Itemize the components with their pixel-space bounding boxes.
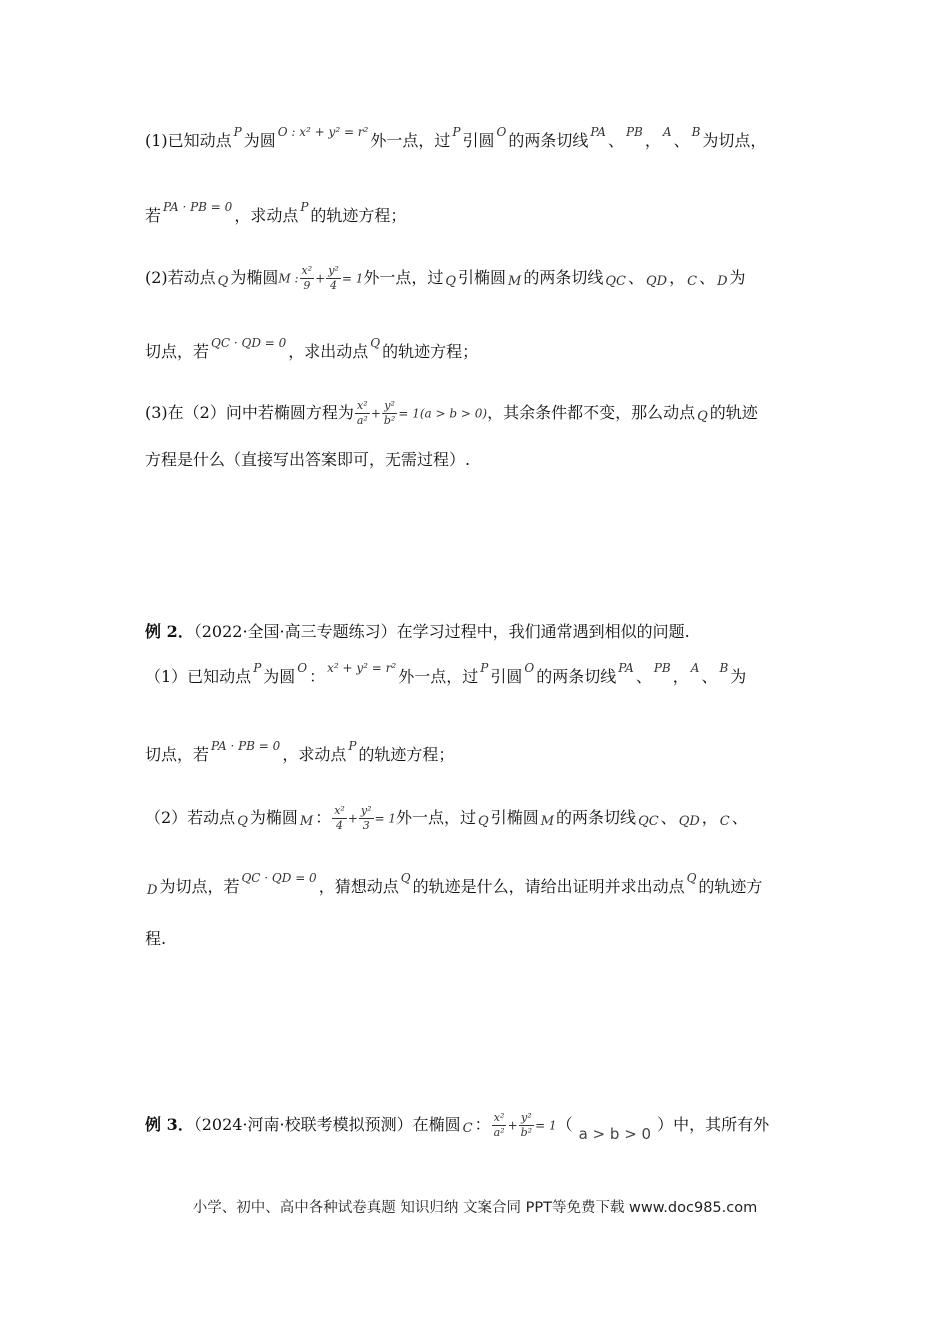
numerator: y² [384, 399, 395, 412]
text: ）中，其所有外 [657, 1115, 770, 1134]
math: QD [678, 814, 700, 829]
fraction [492, 1111, 507, 1140]
fraction [519, 1111, 534, 1140]
text: 为圆 [263, 667, 296, 686]
text: 外一点，过 [363, 268, 444, 287]
math: P [452, 125, 461, 139]
math: PA [590, 125, 606, 139]
text: (1)已知动点 [145, 131, 232, 150]
text: 的两条切线 [508, 131, 589, 150]
text: 、 [699, 268, 716, 287]
ex2-line-1 [145, 621, 810, 643]
text: 外一点，过 [370, 131, 451, 150]
fraction [326, 264, 341, 293]
math: QD [646, 274, 668, 289]
math: O [297, 661, 308, 675]
text: ，求出动点 [288, 342, 369, 361]
text: 为切点，若 [159, 877, 240, 896]
text: 为椭圆 [230, 268, 279, 287]
math: PB [653, 661, 671, 675]
text: ： [309, 667, 326, 686]
numerator: x² [357, 399, 368, 412]
numerator: x² [301, 264, 313, 277]
p1-line-3: (2)若动点 Q 为椭圆M : $\frac{\text{x²}}{9}$ + $\frac{\text{y²}}{4}$ = 1外一点，过 Q 引椭圆 M 的两条切线 QC 、 QD ， C 、 D 为 [145, 264, 746, 292]
math: QC [605, 274, 626, 289]
math: PA · PB = 0 [163, 200, 233, 214]
text: （1）已知动点 [145, 667, 252, 686]
denominator: a² [356, 414, 368, 427]
ex2-line-5 [145, 871, 810, 900]
text: 若 [145, 206, 162, 225]
math: O [496, 125, 507, 139]
denominator: 9 [303, 279, 311, 292]
text: 、 [627, 268, 644, 287]
text: 、 [660, 808, 677, 827]
text: 引圆 [462, 131, 495, 150]
p1-line-6: 方程是什么（直接写出答案即可，无需过程）. [145, 450, 471, 469]
numerator: y² [521, 1111, 532, 1124]
text: 外一点，过 [396, 808, 477, 827]
text: ，求动点 [234, 206, 299, 225]
p1-line-4 [145, 336, 810, 364]
math: C [719, 814, 730, 829]
text: 的轨迹是什么，请给出证明并求出动点 [412, 877, 685, 896]
math: QC · QD = 0 [241, 871, 317, 885]
text: 、 [701, 667, 718, 686]
math: M [299, 814, 314, 829]
text: 的两条切线 [556, 808, 637, 827]
math: B [719, 661, 729, 675]
text: 、 [635, 667, 652, 686]
text: 为圆 [243, 131, 276, 150]
numerator: x² [493, 1111, 505, 1124]
text: （2）若动点 [145, 808, 236, 827]
denominator: b² [520, 1126, 533, 1139]
text: 、 [673, 131, 690, 150]
math: P [348, 739, 357, 753]
text: ， [669, 268, 686, 287]
text: ，求动点 [282, 745, 347, 764]
math: x² + y² = r² [327, 661, 397, 675]
text: 的轨迹 [709, 403, 758, 422]
text: 为 [730, 667, 747, 686]
math: M : [278, 271, 299, 286]
math: QC [638, 814, 659, 829]
math: Q [445, 274, 457, 289]
example-heading: 例 2． [145, 622, 194, 641]
text: (3)在（2）问中若椭圆方程为 [145, 403, 354, 422]
fraction [355, 399, 370, 428]
math: P [233, 125, 242, 139]
math: D [147, 883, 158, 898]
math: = 1 [341, 271, 364, 286]
p1-line-2 [145, 200, 810, 228]
text: (2)若动点 [145, 268, 216, 287]
ex2-line-6: 程. [145, 929, 167, 948]
text: 切点，若 [145, 745, 210, 764]
p1-line-1 [145, 125, 810, 153]
text: ，其余条件都不变，那么动点 [487, 403, 696, 422]
text: （ [556, 1115, 573, 1134]
text: 的两条切线 [536, 667, 617, 686]
math: C [687, 274, 698, 289]
ex2-line-3 [145, 739, 810, 767]
fraction [359, 804, 374, 833]
denominator: b² [383, 414, 396, 427]
text: 的轨迹方 [698, 877, 763, 896]
text: 引椭圆 [458, 268, 507, 287]
text: 的轨迹方程； [382, 342, 479, 361]
text: 、 [731, 808, 748, 827]
text: 的轨迹方程； [358, 745, 455, 764]
math: = 1 [374, 811, 397, 826]
math: PA · PB = 0 [211, 739, 281, 753]
denominator: a² [493, 1126, 505, 1139]
math: P [300, 200, 309, 214]
ex3-line-1: 例 3．（2024·河南·校联考模拟预测）在椭圆 C ： $\frac{\text{x²}}{\text{a²}}$ + $\frac{\text{y²}}{\text{b²}}$ = 1（ a > b > 0 ）中，其所有外 [145, 1111, 770, 1143]
text: （2024·河南·校联考模拟预测）在椭圆 [193, 1115, 461, 1134]
math: D [717, 274, 728, 289]
page-footer: 小学、初中、高中各种试卷真题 知识归纳 文案合同 PPT等免费下载 www.doc985.com [192, 1200, 758, 1216]
denominator: 3 [362, 819, 370, 832]
numerator: x² [334, 804, 345, 817]
text: ， [701, 808, 718, 827]
math: M [540, 814, 555, 829]
text: 为椭圆 [249, 808, 298, 827]
math: = 1(a > b > 0) [398, 406, 488, 421]
fraction [300, 264, 315, 293]
text: ，猜想动点 [318, 877, 399, 896]
text: ， [644, 131, 661, 150]
math: = 1 [535, 1118, 557, 1133]
math: A [690, 661, 700, 675]
text: ， [672, 667, 689, 686]
math: B [691, 125, 701, 139]
math: Q [478, 814, 489, 829]
example-heading: 例 3． [145, 1115, 194, 1134]
text: 、 [607, 131, 624, 150]
math: PA [618, 661, 634, 675]
math: M [508, 274, 522, 289]
text: ： [474, 1115, 491, 1134]
numerator: y² [328, 264, 339, 277]
math: QC · QD = 0 [211, 336, 287, 350]
p1-line-5: (3)在（2）问中若椭圆方程为 $\frac{\text{x²}}{\text{a²}}$ + $\frac{\text{y²}}{\text{b²}}$ = 1(a > b > 0)，其余条件都不变，那么动点 Q 的轨迹 [145, 399, 758, 427]
math: O [524, 661, 535, 675]
math: P [480, 661, 489, 675]
math: Q [400, 871, 411, 885]
denominator: 4 [336, 819, 344, 832]
text: （2022·全国·高三专题练习）在学习过程中，我们通常遇到相似的问题. [193, 622, 690, 641]
fraction [332, 804, 347, 833]
denominator: 4 [330, 279, 338, 292]
math: Q [237, 814, 248, 829]
math: Q [697, 409, 708, 424]
math: Q [686, 871, 697, 885]
numerator: y² [360, 804, 372, 817]
math: PB [625, 125, 643, 139]
text: 为 [729, 268, 746, 287]
fraction [382, 399, 397, 428]
text: 外一点，过 [398, 667, 479, 686]
text: 引椭圆 [490, 808, 539, 827]
math: a > b > 0 [578, 1124, 652, 1143]
ex2-line-2 [145, 661, 810, 689]
text: 的两条切线 [523, 268, 604, 287]
math: C [462, 1121, 473, 1136]
math: O : x² + y² = r² [277, 125, 369, 139]
ex2-line-4: （2）若动点 Q 为椭圆 M ： $\frac{\text{x²}}{4}$ + $\frac{\text{y²}}{3}$ = 1外一点，过 Q 引椭圆 M 的两条切线 QC 、 QD ， C 、 [145, 804, 748, 832]
text: ： [315, 808, 332, 827]
math: Q [370, 336, 381, 350]
text: 切点，若 [145, 342, 210, 361]
math: P [253, 661, 262, 675]
text: 的轨迹方程； [310, 206, 407, 225]
math: A [662, 125, 672, 139]
text: 为切点， [702, 131, 767, 150]
text: 引圆 [490, 667, 523, 686]
math: Q [217, 274, 229, 289]
